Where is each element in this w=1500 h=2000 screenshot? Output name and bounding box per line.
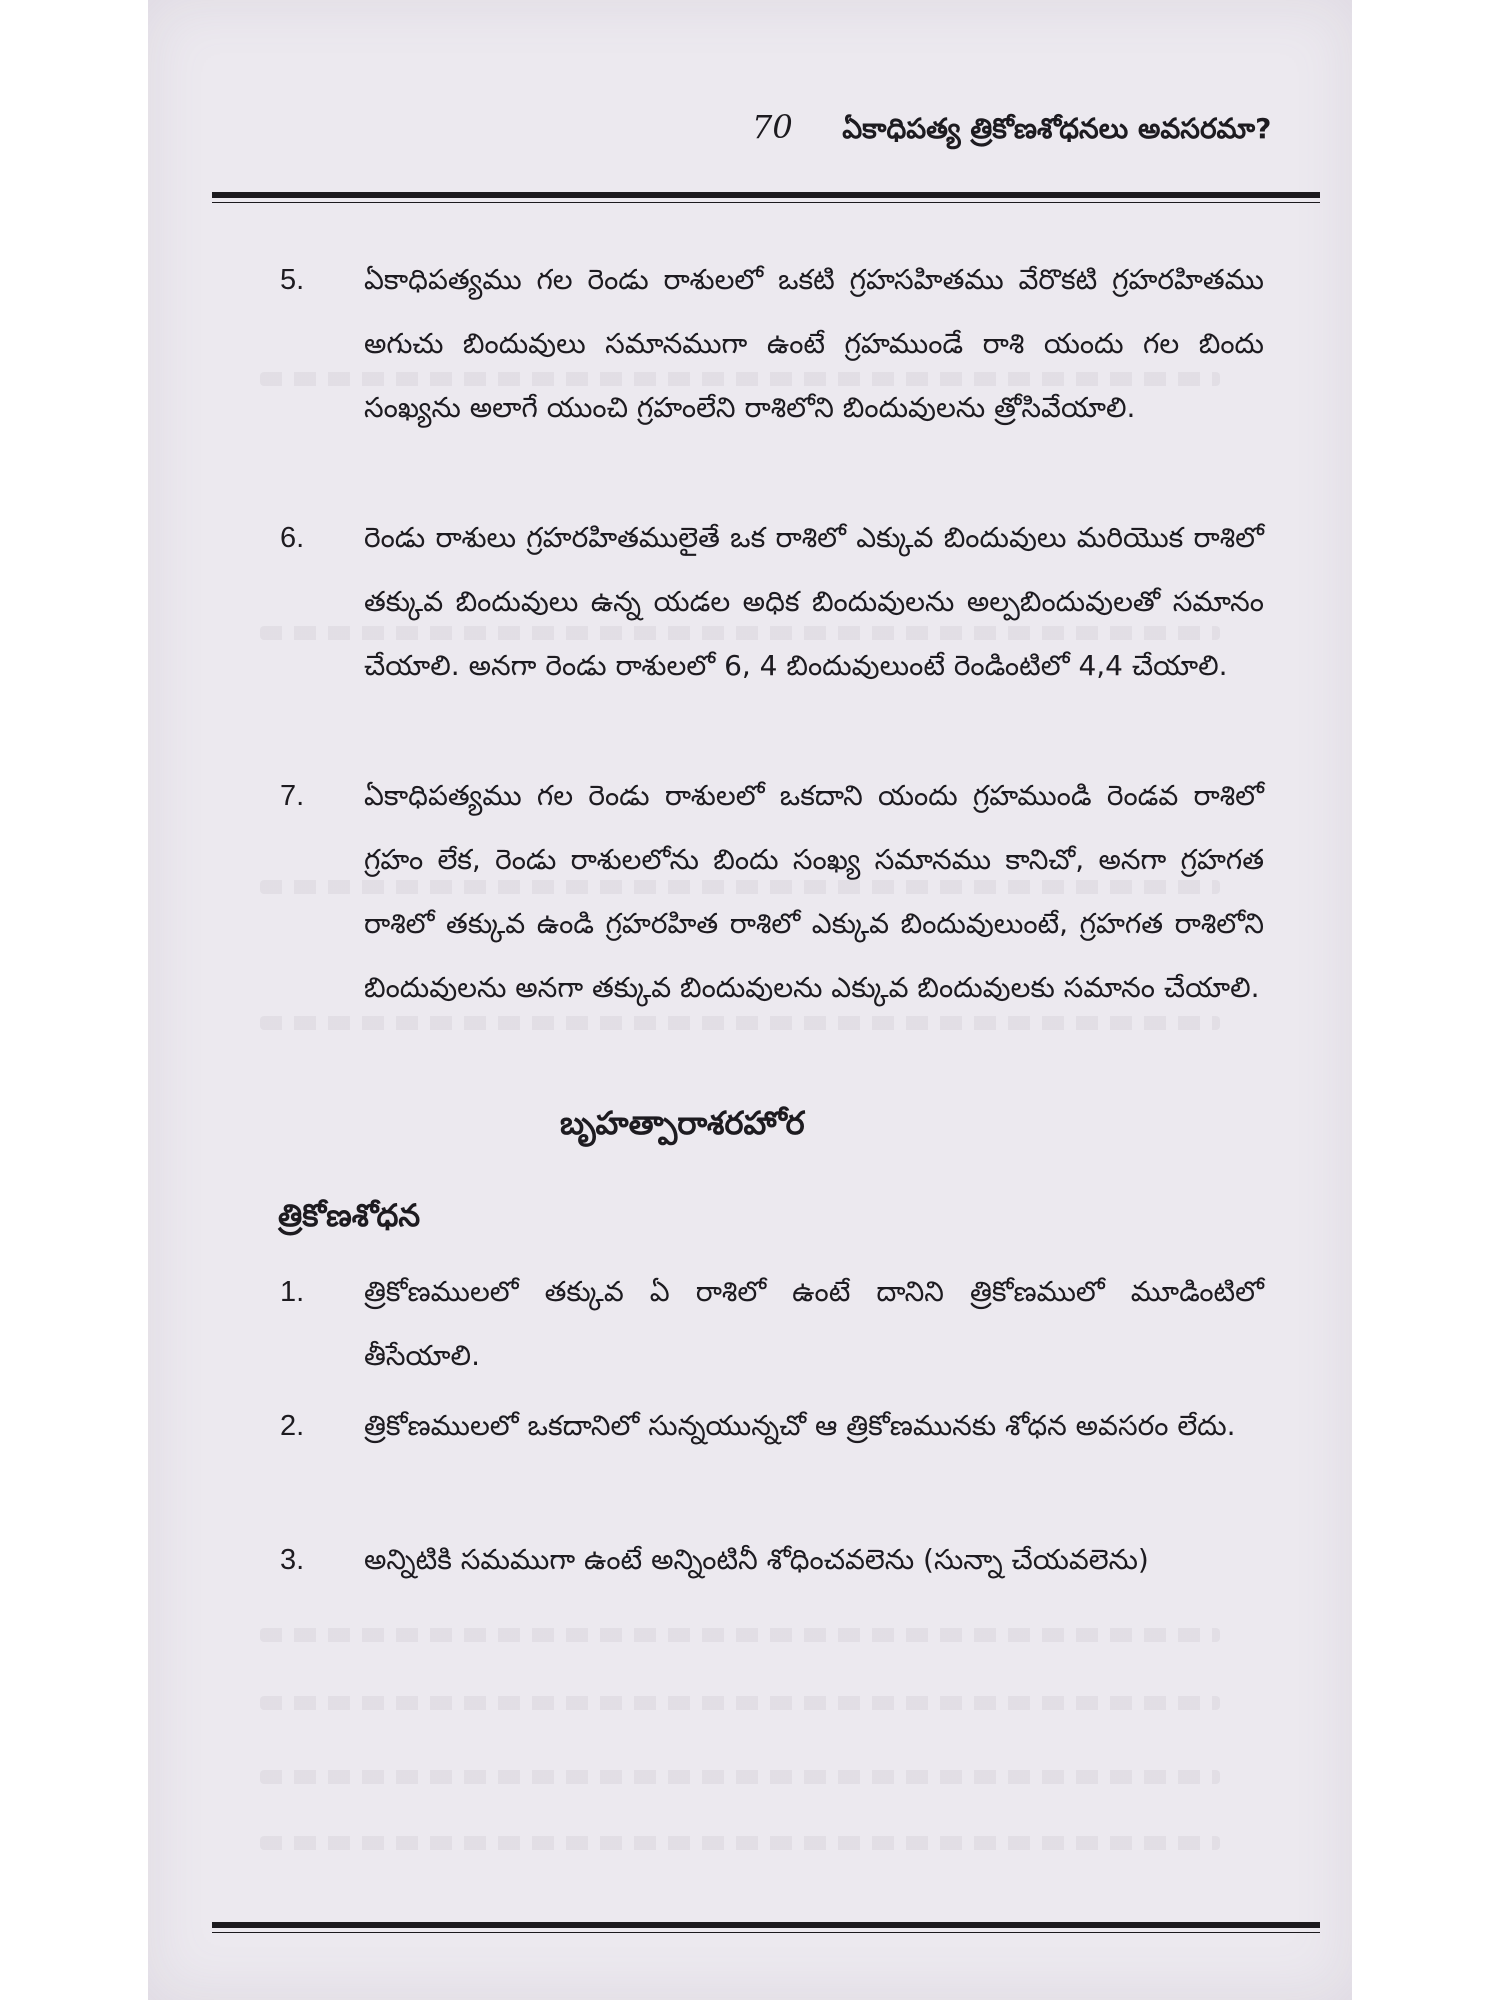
subsection-title: త్రికోణశోధన: [278, 1198, 421, 1234]
bleed-through-text: [260, 1696, 1220, 1710]
running-head-title: ఏకాధిపత్య త్రికోణశోధనలు అవసరమా?: [842, 112, 1272, 145]
section-title: బృహత్పారాశరహోర: [560, 1104, 805, 1142]
footer-rule: [212, 1922, 1320, 1928]
bleed-through-text: [260, 1628, 1220, 1642]
page-number: 70: [752, 108, 793, 146]
list-item-text: రెండు రాశులు గ్రహరహితములైతే ఒక రాశిలో ఎక్కువ బిందువులు మరియొక రాశిలో తక్కువ బిందువులు ఉన్న యడల అధిక బిందువులను అల్పబిందువులతో సమానం చేయాలి. అనగా రెండు రాశులలో 6, 4 బిందువులుంటే రెండింటిలో 4,4 చేయాలి.: [364, 521, 1264, 682]
list-item-number: 1.: [280, 1276, 305, 1308]
list-item-text: ఏకాధిపత్యము గల రెండు రాశులలో ఒకటి గ్రహసహితము వేరొకటి గ్రహరహితము అగుచు బిందువులు సమానముగా ఉంటే గ్రహముండే రాశి యందు గల బిందు సంఖ్యను అలాగే యుంచి గ్రహంలేని రాశిలోని బిందువులను త్రోసివేయాలి.: [364, 263, 1264, 424]
list-item-number: 5.: [280, 264, 305, 296]
list-item-number: 6.: [280, 522, 305, 554]
list-item-number: 2.: [280, 1410, 305, 1442]
list-item-text: త్రికోణములలో ఒకదానిలో సున్నయున్నచో ఆ త్రికోణమునకు శోధన అవసరం లేదు.: [364, 1409, 1236, 1442]
bleed-through-text: [260, 1836, 1220, 1850]
list-item-number: 7.: [280, 780, 305, 812]
list-item-text: అన్నిటికి సమముగా ఉంటే అన్నింటినీ శోధించవలెను (సున్నా చేయవలెను): [364, 1543, 1149, 1576]
running-head: [752, 108, 1332, 158]
list-item-number: 3.: [280, 1544, 305, 1576]
list-item-text: ఏకాధిపత్యము గల రెండు రాశులలో ఒకదాని యందు గ్రహముండి రెండవ రాశిలో గ్రహం లేక, రెండు రాశులలోను బిందు సంఖ్య సమానము కానిచో, అనగా గ్రహగత రాశిలో తక్కువ ఉండి గ్రహరహిత రాశిలో ఎక్కువ బిందువులుంటే, గ్రహగత రాశిలోని బిందువులను అనగా తక్కువ బిందువులను ఎక్కువ బిందువులకు సమానం చేయాలి.: [364, 779, 1264, 1004]
header-rule: [212, 192, 1320, 198]
list-item-text: త్రికోణములలో తక్కువ ఏ రాశిలో ఉంటే దానిని త్రికోణములో మూడింటిలో తీసేయాలి.: [364, 1275, 1264, 1372]
bleed-through-text: [260, 1770, 1220, 1784]
